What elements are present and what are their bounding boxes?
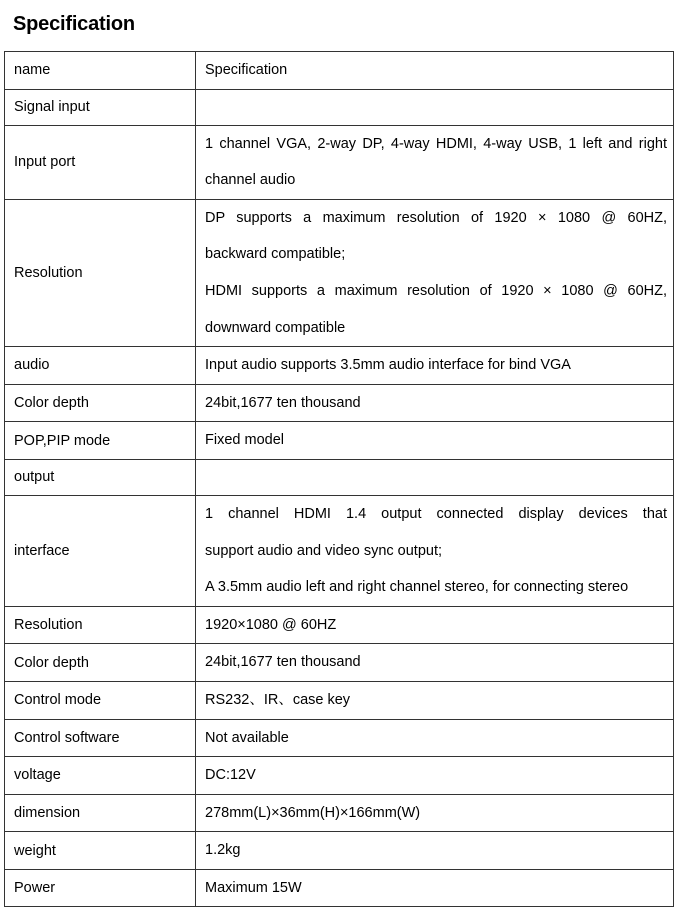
spec-name-cell: Color depth <box>5 384 196 422</box>
spec-value-line: Input audio supports 3.5mm audio interface for bind VGA <box>205 357 571 374</box>
spec-value-line: DP supports a maximum resolution of 1920 × 1080 @ 60HZ, <box>205 209 667 226</box>
spec-value-cell <box>196 794 674 832</box>
spec-name-cell: weight <box>5 832 196 870</box>
spec-name-cell: dimension <box>5 794 196 832</box>
spec-value-line: channel audio <box>205 172 296 189</box>
spec-value-line: 1 channel VGA, 2-way DP, 4-way HDMI, 4-way USB, 1 left and right <box>205 135 667 152</box>
spec-name-cell: audio <box>5 347 196 385</box>
table-row <box>5 832 674 870</box>
spec-name-cell: Power <box>5 869 196 907</box>
table-row <box>5 347 674 385</box>
page-title: Specification <box>13 13 135 35</box>
table-row <box>5 644 674 682</box>
spec-value-cell <box>196 422 674 460</box>
spec-value-line: Fixed model <box>205 432 284 449</box>
spec-value-cell <box>196 52 674 90</box>
table-row <box>5 422 674 460</box>
spec-value-line: RS232、IR、case key <box>205 691 351 708</box>
spec-name-cell: Control software <box>5 719 196 757</box>
table-row <box>5 495 674 606</box>
spec-value-line: HDMI supports a maximum resolution of 1920 × 1080 @ 60HZ, <box>205 282 667 299</box>
spec-value-cell <box>196 681 674 719</box>
spec-value-cell <box>196 869 674 907</box>
spec-value-cell <box>196 606 674 644</box>
spec-value-cell <box>196 495 674 606</box>
spec-value-line: DC:12V <box>205 767 256 784</box>
spec-value-cell <box>196 89 674 125</box>
spec-name-cell: interface <box>5 495 196 606</box>
table-row <box>5 384 674 422</box>
spec-value-line: backward compatible; <box>205 246 346 263</box>
spec-value-line: downward compatible <box>205 319 346 336</box>
spec-value-line: 1.2kg <box>205 842 241 859</box>
spec-name-cell: name <box>5 52 196 90</box>
specification-table-body <box>5 52 674 907</box>
table-row <box>5 757 674 795</box>
spec-value-cell <box>196 384 674 422</box>
table-row <box>5 869 674 907</box>
spec-name-cell: Color depth <box>5 644 196 682</box>
spec-value-cell <box>196 347 674 385</box>
spec-value-line: 24bit,1677 ten thousand <box>205 394 361 411</box>
table-row <box>5 681 674 719</box>
spec-value-cell <box>196 125 674 199</box>
spec-value-line: Maximum 15W <box>205 879 302 896</box>
spec-value-cell <box>196 459 674 495</box>
table-row <box>5 719 674 757</box>
spec-name-cell: voltage <box>5 757 196 795</box>
spec-name-cell: Control mode <box>5 681 196 719</box>
spec-value-cell <box>196 644 674 682</box>
table-row <box>5 89 674 125</box>
spec-value-cell <box>196 719 674 757</box>
specification-table <box>4 51 674 907</box>
spec-value-line: 1 channel HDMI 1.4 output connected display devices that <box>205 505 667 522</box>
spec-name-cell: Resolution <box>5 606 196 644</box>
spec-value-line: support audio and video sync output; <box>205 542 442 559</box>
spec-value-line: 24bit,1677 ten thousand <box>205 654 361 671</box>
spec-value-cell <box>196 832 674 870</box>
table-row <box>5 199 674 346</box>
spec-value-line: Specification <box>205 62 288 78</box>
spec-name-cell: Signal input <box>5 89 196 125</box>
table-row <box>5 459 674 495</box>
table-row <box>5 52 674 90</box>
table-row <box>5 125 674 199</box>
spec-value-line: Not available <box>205 729 289 746</box>
spec-value-line: 278mm(L)×36mm(H)×166mm(W) <box>205 804 421 821</box>
spec-value-line: A 3.5mm audio left and right channel stereo, for connecting stereo <box>205 579 629 596</box>
table-row <box>5 606 674 644</box>
spec-value-cell <box>196 199 674 346</box>
spec-name-cell: output <box>5 459 196 495</box>
table-row <box>5 794 674 832</box>
spec-name-cell: Resolution <box>5 199 196 346</box>
spec-name-cell: POP,PIP mode <box>5 422 196 460</box>
spec-value-cell <box>196 757 674 795</box>
spec-name-cell: Input port <box>5 125 196 199</box>
spec-value-line: 1920×1080 @ 60HZ <box>205 616 337 633</box>
